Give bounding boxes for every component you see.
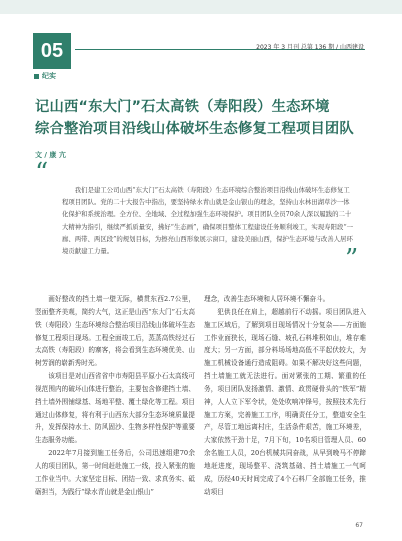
close-quote-icon: ” bbox=[345, 244, 359, 274]
issue-info: 2023 年 3 月刊 总第 136 期 / 山西建设 bbox=[256, 44, 364, 51]
section-number-badge: 05 bbox=[33, 33, 71, 69]
article-title-line-1: 记山西“东大门”石太高铁（寿阳段）生态环境 bbox=[35, 99, 330, 115]
article-title-line-2: 综合整治项目沿线山体破坏生态修复工程项目团队 bbox=[35, 121, 354, 137]
square-bullet-icon bbox=[34, 74, 39, 79]
body-paragraph: 2022年7月接到施工任务后，公司迅速组建70余人的项目团队，第一时间赶赴施工一线，投入紧张的施工作业当中。大家坚定目标、团结一致、求真务实、砥砺担当，为践行“绿水青山就是金山银山” bbox=[35, 449, 195, 496]
body-paragraph: 该项目是对山西省省中市寿阳县平原小石太高线可视范围内的破坏山体进行整治，主要包含修建挡土墙、挡土墙外围铺绿基、场地平整、覆土绿化等工程。项目通过山体修复，将有利于山西东大部分生态环境质量提升，发挥保持水土、防风固沙、生物多样性保护等重要生态服务功能。 bbox=[35, 372, 195, 445]
open-quote-icon: “ bbox=[35, 158, 49, 188]
body-column-right bbox=[204, 293, 366, 499]
article-abstract: 我们是建工公司山西“东大门”石太高铁（寿阳段）生态环境综合整治项目沿线山体破坏生态修复工程项目团队。党的二十大报告中指出，要坚持绿水青山就是金山银山的理念，坚持山水林田湖草沙一体化保护和系统治理。全方位、全地域、全过程加强生态环境保护。项目团队全员70余人深以履践的二十大精神为指引，继续严抓质量安，拂好“生态画”，确保项目整体工程建设任务顺利竣工，实现寿阳段“一廊、两带、两区段”的规划目标，为擦亮山西形象展示窗口，建设美丽山西，保护生态环境与改善人居环境贡献建工力量。 bbox=[62, 186, 353, 256]
body-paragraph: 犯供良任在肩上，超越前行不动摇。项目团队进入施工区域后，了解到项目现场情况十分复杂——方面施工作业面狭长，现场石缝、坡孔石料堆积如山，堆存难度大；另一方面，部分料场场地高低不平起伏较大，为施工机械设备通行造成阻碍。如果不解决好这些问题，挡土墙施工就无法进行。面对紧张的工期、繁重的任务，项目团队发扬激情、激情、政贯硬骨头的“铁军”精神，人人立下军令状，处处吹响冲锋号，按照技术先行施工方案，完善施工工序，明确责任分工，整道安全生产，尽管工地远离村庄，生活条件艰苦，施工环境差，大家依然干劲十足，7月下旬，10名项目管理人员、60余名施工人员，20台机械共同奋战，从早到晚马不停蹄地赶进度，现场整平、浇筑基础、挡土墙施工一气呵成，历经40天时间完成了4个石料厂全部施工任务，推动项目 bbox=[204, 307, 366, 496]
section-label-text: 纪实 bbox=[42, 72, 56, 80]
author-byline: 文 / 康 亢 bbox=[35, 151, 66, 159]
section-label bbox=[34, 71, 56, 81]
body-column-left bbox=[35, 293, 195, 499]
body-paragraph: 理念，改善生态环境和人居环境不懈奋斗。 bbox=[204, 295, 330, 303]
top-band bbox=[0, 0, 402, 14]
page-number: 67 bbox=[355, 522, 363, 529]
body-paragraph: 画好整改的挡土墙一壁无际，横贯东西2.7公里，竖面整齐美观，简约大气，这正是山西“东大门”石太高铁（寿阳段）生态环境综合整治项目沿线山体破坏生态修复工程项目现场。工程全面竣工后，蒸蒸高铁经过石太高铁（寿阳段）的寨客，将会看到生态环境优美、山树芳润的崭新秀时光。 bbox=[35, 295, 195, 368]
